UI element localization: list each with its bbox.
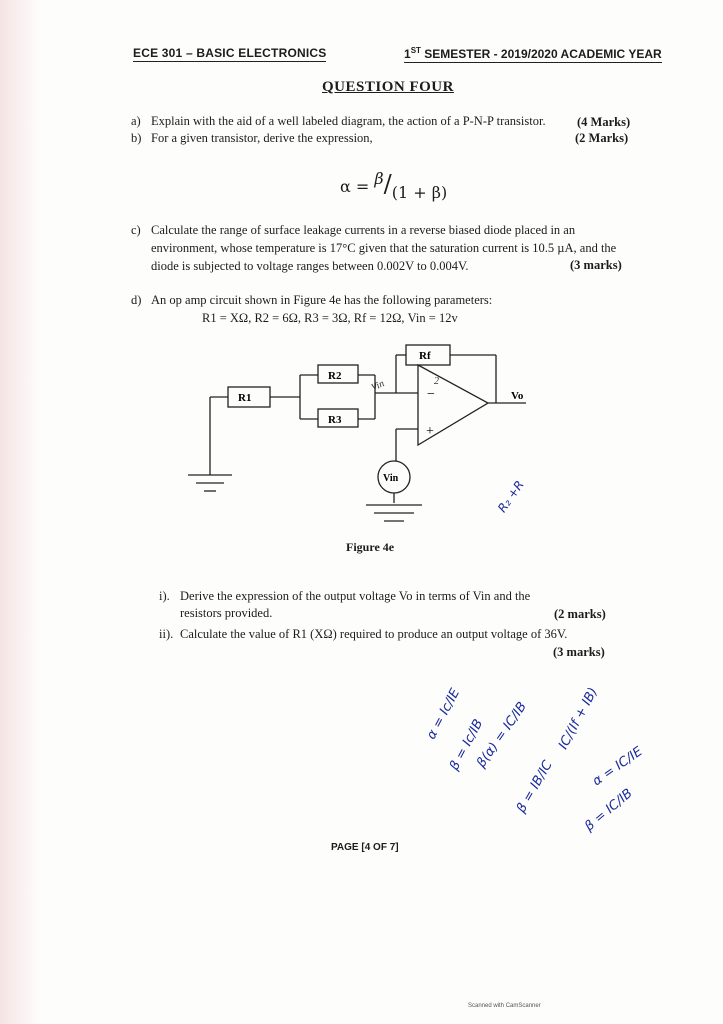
vin-source-label: Vin — [383, 473, 399, 484]
question-b-text: For a given transistor, derive the expression, — [151, 131, 373, 145]
course-header: ECE 301 – BASIC ELECTRONICS — [133, 46, 327, 60]
sub-i-line1: Derive the expression of the output voltage Vo in terms of Vin and the — [180, 589, 531, 603]
figure-caption: Figure 4e — [346, 540, 395, 554]
page-footer: PAGE [4 OF 7] — [331, 842, 399, 853]
sub-ii-text: Calculate the value of R1 (XΩ) required to produce an output voltage of 36V. — [180, 627, 568, 641]
r2-label: R2 — [328, 370, 342, 382]
sub-i-line2: resistors provided. — [180, 606, 273, 620]
sub-ii-marks: (3 marks) — [553, 645, 605, 659]
scanner-watermark: Scanned with CamScanner — [468, 1003, 541, 1009]
handwritten-side-note: R₂ +R — [495, 478, 527, 516]
question-b-label: b) — [131, 131, 142, 145]
handwritten-note-1: α = Ic/IE — [424, 686, 464, 743]
vo-label: Vo — [511, 390, 524, 402]
question-d-line1: An op amp circuit shown in Figure 4e has the following parameters: — [151, 293, 493, 307]
question-c-line2: environment, whose temperature is 17°C given that the saturation current is 10.5 µA, and the — [151, 241, 617, 255]
question-d-params: R1 = XΩ, R2 = 6Ω, R3 = 3Ω, Rf = 12Ω, Vin = 12v — [202, 311, 458, 325]
handwritten-two: 2 — [434, 376, 439, 387]
noninverting-sign: + — [426, 424, 434, 439]
question-a-label: a) — [131, 114, 141, 128]
r1-label: R1 — [238, 392, 252, 404]
handwritten-note-3: β(α) = IC/IB — [474, 699, 531, 771]
question-c-label: c) — [131, 223, 141, 237]
handwritten-vin-label: Vin — [369, 378, 387, 394]
question-title: QUESTION FOUR — [322, 79, 454, 95]
handwritten-note-2: β = Ic/IB — [447, 716, 487, 774]
question-b-marks: (2 Marks) — [575, 131, 629, 145]
semester-header: 1ST SEMESTER - 2019/2020 ACADEMIC YEAR — [404, 46, 662, 61]
question-d-label: d) — [131, 293, 142, 307]
inverting-sign: − — [427, 387, 435, 402]
r3-label: R3 — [328, 414, 342, 426]
handwritten-note-5: β = IB/IC — [514, 758, 556, 816]
question-c-line1: Calculate the range of surface leakage currents in a reverse biased diode placed in an — [151, 223, 576, 237]
sub-ii-label: ii). — [159, 627, 174, 641]
question-c-marks: (3 marks) — [570, 258, 622, 272]
question-a-text: Explain with the aid of a well labeled diagram, the action of a P-N-P transistor. — [151, 114, 546, 128]
scan-edge-shadow — [0, 0, 40, 1024]
handwritten-note-6: α = IC/IE — [590, 744, 646, 790]
handwritten-note-7: β = IC/IB — [582, 786, 636, 835]
sub-i-marks: (2 marks) — [554, 607, 606, 621]
rf-label: Rf — [419, 350, 431, 362]
alpha-beta-formula: α = β/(1 + β) — [340, 169, 448, 202]
question-a-marks: (4 Marks) — [577, 115, 631, 129]
sub-i-label: i). — [159, 589, 170, 603]
question-c-line3: diode is subjected to voltage ranges between 0.002V to 0.004V. — [151, 259, 469, 273]
handwritten-note-4: IC/(If + IB) — [556, 685, 602, 753]
